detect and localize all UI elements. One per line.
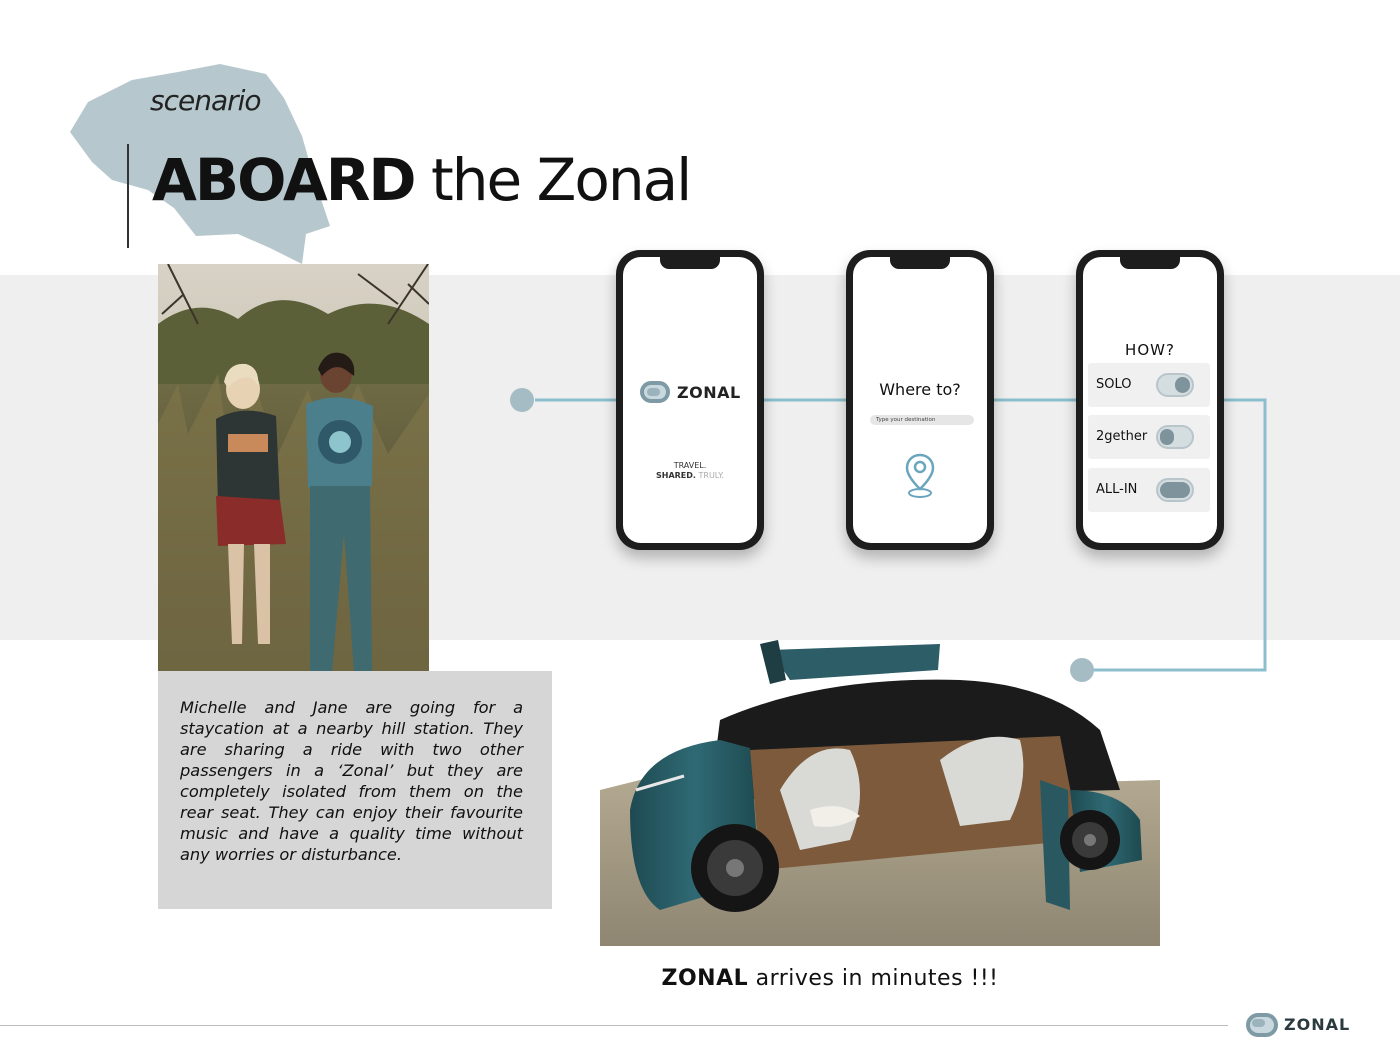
- arrival-caption-brand: ZONAL: [661, 966, 749, 991]
- zonal-car-render: [600, 640, 1160, 946]
- section-kicker: scenario: [150, 84, 261, 117]
- phone-destination-screen: [846, 250, 994, 550]
- phone-notch: [660, 257, 720, 269]
- zonal-wordmark: ZONAL: [677, 383, 741, 402]
- mode-option-label: 2gether: [1096, 429, 1148, 444]
- tagline-line2: [623, 471, 757, 481]
- phone-notch: [890, 257, 950, 269]
- zonal-logo-icon: [640, 381, 670, 403]
- where-to-heading: Where to?: [879, 380, 961, 399]
- tagline: [623, 461, 757, 481]
- footer-logo-icon: [1246, 1013, 1278, 1037]
- map-pin-icon: [905, 453, 935, 499]
- mode-option-label: SOLO: [1096, 377, 1132, 392]
- friends-photo: [158, 264, 429, 671]
- all-in-toggle[interactable]: [1156, 478, 1194, 502]
- toggle-knob: [1160, 429, 1174, 445]
- footer-wordmark: ZONAL: [1284, 1015, 1351, 1034]
- destination-input[interactable]: Type your destination: [870, 415, 974, 425]
- phone-notch: [1120, 257, 1180, 269]
- mode-option-label: ALL-IN: [1096, 482, 1138, 497]
- tagline-truly: TRULY.: [695, 471, 724, 480]
- toggle-knob: [1175, 377, 1190, 393]
- phone-screen: [623, 257, 757, 543]
- mode-option-solo[interactable]: [1088, 363, 1210, 407]
- mode-option-2gether[interactable]: [1088, 415, 1210, 459]
- arrival-caption-rest: arrives in minutes !!!: [748, 966, 999, 991]
- arrival-caption: [600, 966, 1060, 991]
- footer-rule: [0, 1025, 1228, 1026]
- page-title-bold: ABOARD: [152, 146, 415, 214]
- phone-screen: [1083, 257, 1217, 543]
- phone-splash-screen: [616, 250, 764, 550]
- title-divider: [127, 144, 129, 248]
- how-heading: HOW?: [1125, 341, 1175, 359]
- toggle-knob: [1160, 482, 1190, 498]
- page-title: [152, 146, 690, 214]
- story-text: Michelle and Jane are going for a staycation at a nearby hill station. They are sharing a ride with two other passengers in a ‘Zonal’ but they are completely isolated from them on the rear seat. They can enjoy their favourite music and have a quality time without any worries or disturbance.: [180, 698, 523, 864]
- tagline-shared: SHARED.: [656, 471, 696, 480]
- page-title-rest: the Zonal: [414, 146, 691, 214]
- phone-mode-screen: [1076, 250, 1224, 550]
- mode-option-all-in[interactable]: [1088, 468, 1210, 512]
- tagline-line1: TRAVEL.: [673, 461, 707, 470]
- phone-screen: [853, 257, 987, 543]
- 2gether-toggle[interactable]: [1156, 425, 1194, 449]
- solo-toggle[interactable]: [1156, 373, 1194, 397]
